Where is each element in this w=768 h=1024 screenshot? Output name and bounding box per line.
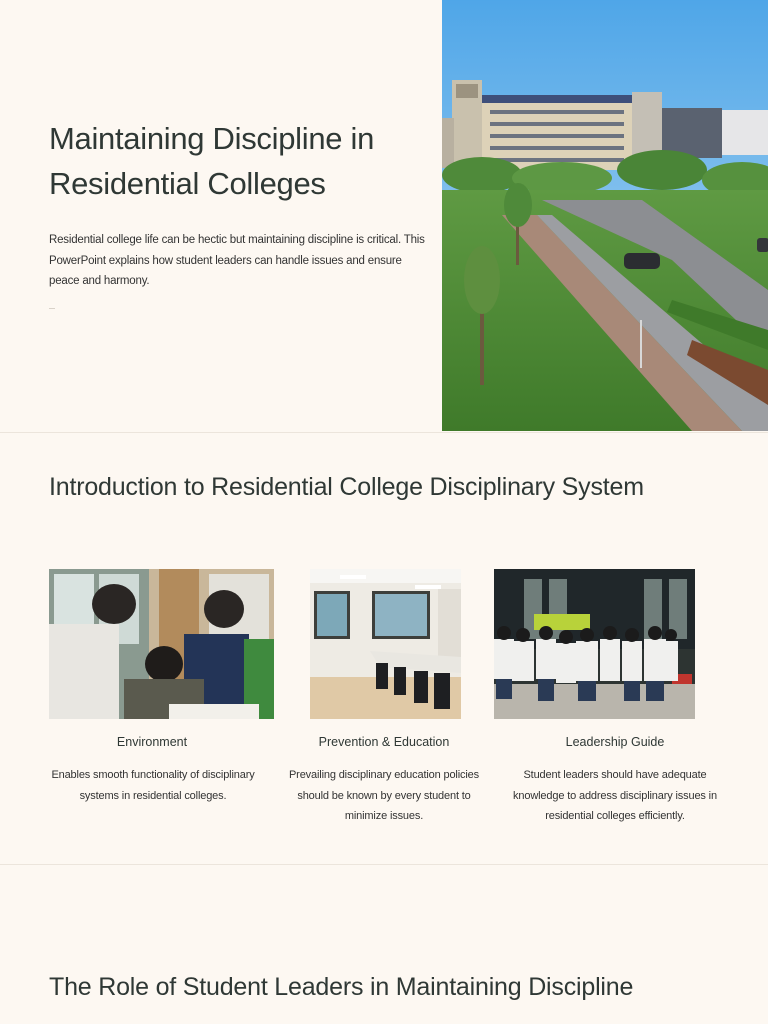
slide-title-line-2: Residential Colleges xyxy=(49,166,326,201)
introduction-title: Introduction to Residential College Disciplinary System xyxy=(49,473,644,501)
title-text-block xyxy=(49,116,434,309)
campus-photo xyxy=(442,0,768,431)
slide-title xyxy=(49,116,434,206)
leadership-photo xyxy=(494,569,695,719)
card-heading-leadership-guide: Leadership Guide xyxy=(565,735,665,749)
decorative-dash xyxy=(49,308,55,309)
environment-photo xyxy=(49,569,274,719)
card-text-environment: Enables smooth functionality of disciplinary systems in residential colleges. xyxy=(51,769,255,802)
slide-description: Residential college life can be hectic but maintaining discipline is critical. This PowerPoint explains how student leaders can handle issues and ensure peace and harmony. xyxy=(49,234,425,287)
introduction-section xyxy=(0,433,768,865)
student-leaders-title: The Role of Student Leaders in Maintaining Discipline xyxy=(49,973,634,1001)
card-text-leadership-guide: Student leaders should have adequate knowledge to address disciplinary issues in residential colleges efficiently. xyxy=(513,769,717,822)
slide-title-line-1: Maintaining Discipline in xyxy=(49,121,375,156)
student-leaders-section xyxy=(0,865,768,1024)
card-heading-prevention-education: Prevention & Education xyxy=(318,735,450,749)
prevention-photo xyxy=(310,569,461,719)
card-heading-environment: Environment xyxy=(116,735,188,749)
card-text-prevention-education: Prevailing disciplinary education policies should be known by every student to minimize issues. xyxy=(289,769,479,822)
title-section xyxy=(0,0,768,433)
